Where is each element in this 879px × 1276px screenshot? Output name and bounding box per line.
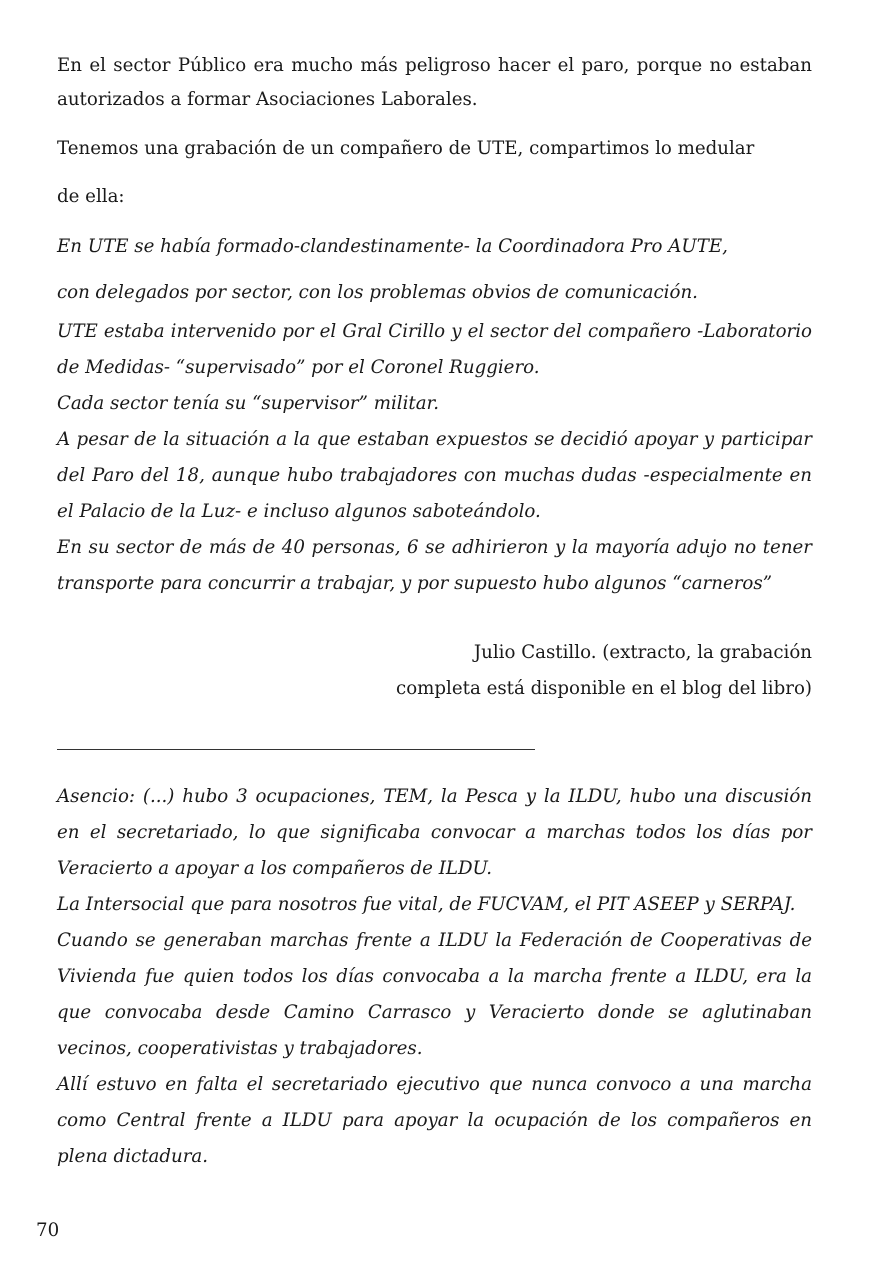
interview-paragraph: Asencio: (...) hubo 3 ocupaciones, TEM, la Pesca y la ILDU, hubo una discusión en el secretariado, lo que significaba convocar a marchas todos los días por Veracierto a apoyar a los compañeros de ILDU. [57, 786, 812, 879]
attribution-line: completa está disponible en el blog del libro) [396, 678, 812, 699]
intro-paragraph: En el sector Público era mucho más peligroso hacer el paro, porque no estaban autorizados a formar Asociaciones Laborales. [57, 55, 812, 110]
quote-paragraph: UTE estaba intervenido por el Gral Cirillo y el sector del compañero -Laboratorio de Medidas- “supervisado” por el Coronel Ruggiero. [57, 321, 812, 378]
quote-line: con delegados por sector, con los problemas obvios de comunicación. [57, 282, 698, 303]
intro-section [57, 49, 812, 221]
quote-paragraph: En su sector de más de 40 personas, 6 se adhirieron y la mayoría adujo no tener transporte para concurrir a trabajar, y por supuesto hubo algunos “carneros” [57, 537, 812, 594]
quote-paragraph: A pesar de la situación a la que estaban expuestos se decidió apoyar y participar del Paro del 18, aunque hubo trabajadores con muchas dudas -especialmente en el Palacio de la Luz- e incluso algunos saboteándolo. [57, 429, 812, 522]
interview-paragraph: Cuando se generaban marchas frente a ILDU la Federación de Cooperativas de Vivienda fue quien todos los días convocaba a la marcha frente a ILDU, era la que convocaba desde Camino Carrasco y Veracierto donde se aglutinaban vecinos, cooperativistas y trabajadores. [57, 930, 812, 1059]
intro-recording-line-end: de ella: [57, 186, 125, 207]
page-number: 70 [36, 1220, 60, 1241]
section-divider [57, 749, 535, 750]
quote-paragraph: Cada sector tenía su “supervisor” militar. [57, 393, 440, 414]
quote-attribution [57, 635, 812, 707]
interview-paragraph: La Intersocial que para nosotros fue vital, de FUCVAM, el PIT ASEEP y SERPAJ. [57, 894, 796, 915]
intro-recording-line: Tenemos una grabación de un compañero de UTE, compartimos lo medular [57, 138, 755, 159]
quote-line: En UTE se había formado-clandestinamente- la Coordinadora Pro AUTE, [57, 236, 728, 257]
interview-excerpt [57, 779, 812, 1175]
interview-paragraph: Allí estuvo en falta el secretariado ejecutivo que nunca convoco a una marcha como Central frente a ILDU para apoyar la ocupación de los compañeros en plena dictadura. [57, 1074, 812, 1167]
quoted-testimony [57, 222, 812, 602]
attribution-line: Julio Castillo. (extracto, la grabación [473, 642, 812, 663]
